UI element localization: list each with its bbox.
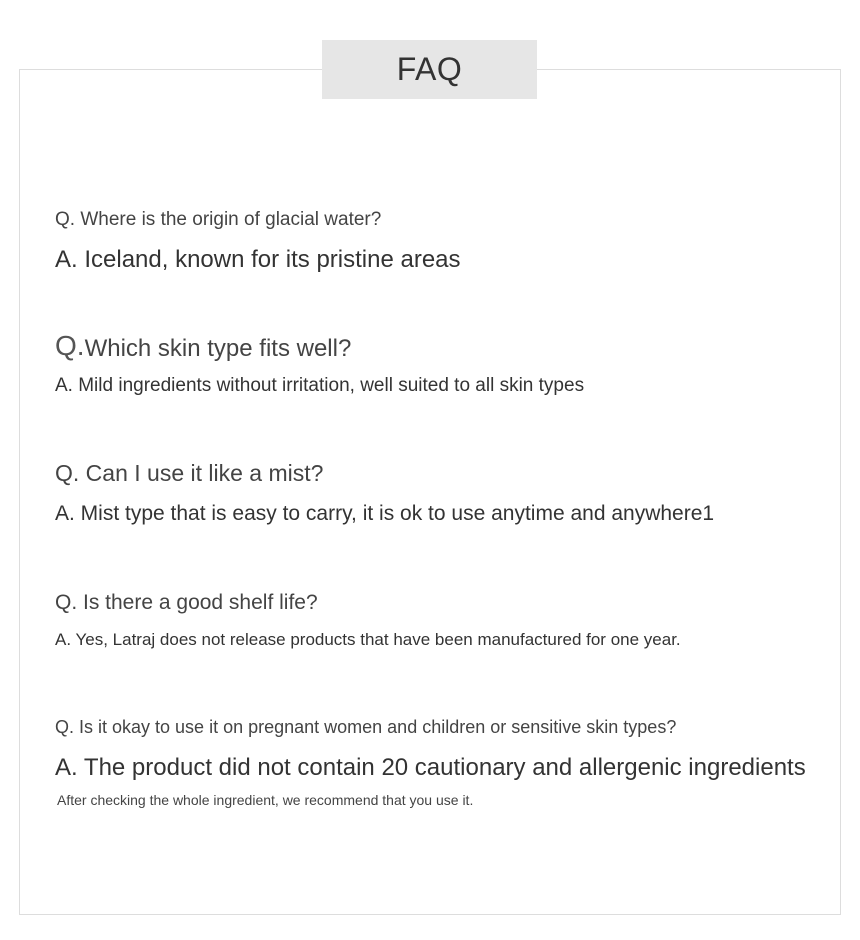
faq-answer-3: A. Mist type that is easy to carry, it is ok to use anytime and anywhere1 [55, 502, 715, 525]
faq-answer-1: A. Iceland, known for its pristine areas [55, 246, 461, 273]
faq-question-4: Q. Is there a good shelf life? [55, 591, 318, 614]
page-title: FAQ [396, 51, 463, 87]
faq-title-box [322, 40, 537, 99]
faq-question-3: Q. Can I use it like a mist? [55, 460, 324, 486]
faq-frame [19, 69, 841, 915]
faq-question-5: Q. Is it okay to use it on pregnant women and children or sensitive skin types? [55, 717, 677, 737]
faq-answer-2: A. Mild ingredients without irritation, well suited to all skin types [55, 375, 585, 396]
faq-question-2 [55, 332, 351, 361]
faq-question-2-text: Which skin type fits well? [84, 335, 352, 362]
faq-question-1: Q. Where is the origin of glacial water? [55, 209, 382, 230]
faq-answer-4: A. Yes, Latraj does not release products that have been manufactured for one year. [55, 630, 681, 649]
faq-answer-5: A. The product did not contain 20 cautionary and allergenic ingredients [55, 754, 806, 781]
faq-question-2-prefix: Q. [55, 330, 85, 361]
faq-note-5: After checking the whole ingredient, we recommend that you use it. [57, 792, 474, 808]
